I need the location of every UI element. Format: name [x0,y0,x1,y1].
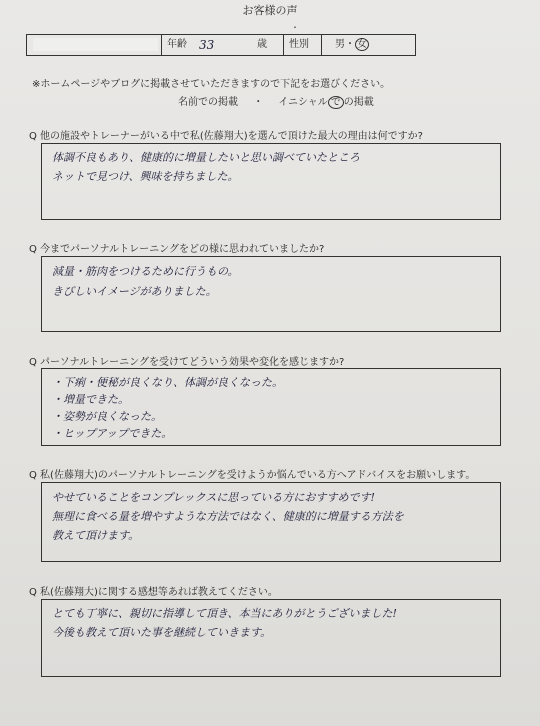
answer-3-line-1: ・下痢・便秘が良くなり、体調が良くなった。 [52,376,283,389]
name-redaction [33,38,158,51]
question-5: Q 私(佐藤翔大)に関する感想等あれば教えてください。 [29,587,278,598]
answer-1-line-1: 体調不良もあり、健康的に増量したいと思い調べていたところ [52,151,360,164]
gender-options [335,35,369,55]
question-1: Q 他の施設やトレーナーがいる中で私(佐藤翔大)を選んで頂けた最大の理由は何ですか? [29,131,423,142]
age-value: 33 [199,38,215,52]
respondent-info-box [26,34,416,56]
gender-male: 男 [335,39,345,50]
option-initial-pre: イニシャル [278,97,328,108]
answer-4-line-2: 無理に食べる量を増やすような方法ではなく、健康的に増量する方法を [52,510,404,523]
answer-box-4 [41,482,501,562]
question-3: Q パーソナルトレーニングを受けてどういう効果や変化を感じますか? [29,357,345,368]
answer-box-2 [41,256,501,332]
answer-box-5 [41,599,501,677]
gender-female-circled: 女 [357,39,367,50]
option-name: 名前での掲載 [178,97,238,108]
answer-5-line-2: 今後も教えて頂いた事を継続していきます。 [52,626,272,639]
page-title: お客様の声 [242,4,298,17]
option-initial-circled: で [328,96,344,109]
answer-4-line-1: やせていることをコンプレックスに思っている方におすすめです! [52,491,375,504]
stray-dot: ・ [291,23,299,32]
gender-separator: ・ [345,39,355,50]
answer-2-line-1: 減量・筋肉をつけるために行うもの。 [52,265,239,278]
answer-3-line-4: ・ヒップアップできた。 [52,427,173,440]
gender-label: 性別 [289,39,309,50]
answer-4-line-3: 教えて頂けます。 [52,529,140,542]
question-4: Q 私(佐藤翔大)のパーソナルトレーニングを受けようか悩んでいる方へアドバイスをお願いします。 [29,470,476,481]
age-suffix: 歳 [257,39,267,50]
answer-1-line-2: ネットで見つけ、興味を持ちました。 [52,170,239,183]
question-2: Q 今までパーソナルトレーニングをどの様に思われていましたか? [29,244,325,255]
option-initial-post: の掲載 [343,97,374,108]
notice-text: ※ホームページやブログに掲載させていただきますので下記をお選びください。 [32,79,391,90]
answer-2-line-2: きびしいイメージがありました。 [52,285,217,298]
answer-box-1 [41,143,501,220]
answer-3-line-3: ・姿勢が良くなった。 [52,410,162,423]
answer-box-3 [41,368,501,446]
answer-5-line-1: とても丁寧に、親切に指導して頂き、本当にありがとうございました! [52,607,397,620]
option-separator: ・ [253,97,264,108]
answer-3-line-2: ・増量できた。 [52,393,129,406]
age-label: 年齢 [167,39,187,50]
publish-options [178,93,374,109]
